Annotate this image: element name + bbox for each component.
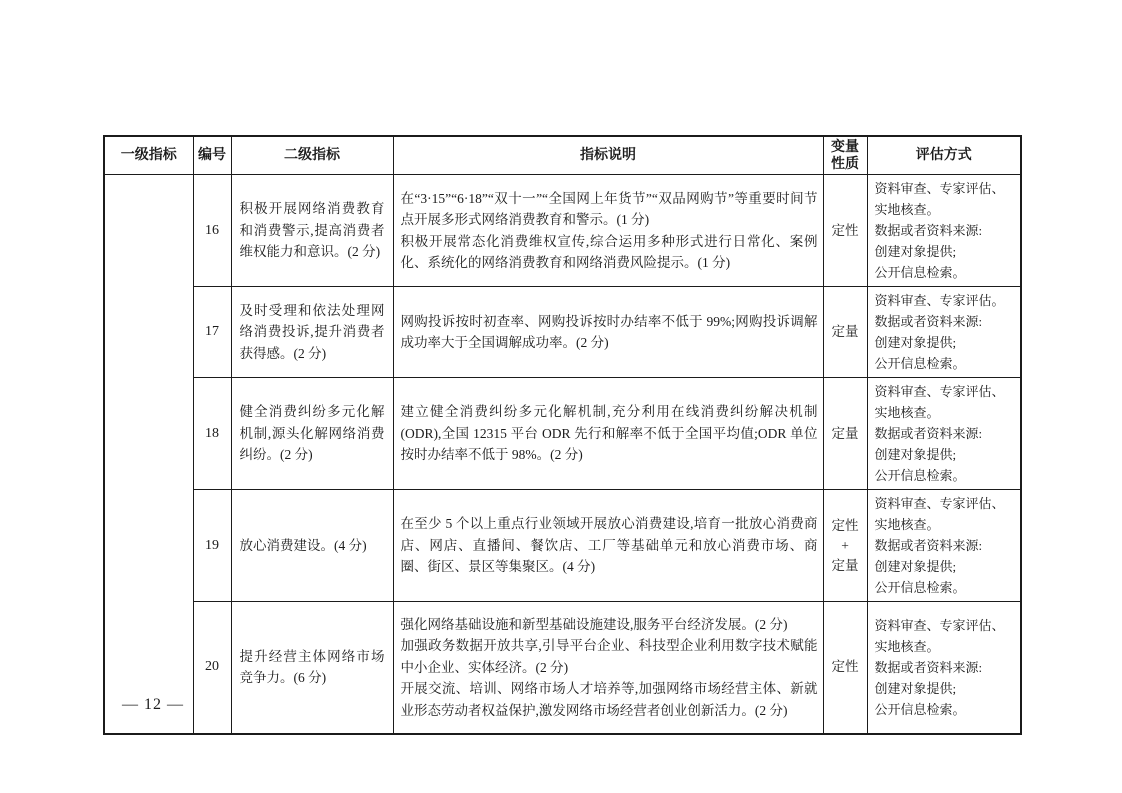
variable-nature-line: 定性 bbox=[831, 659, 859, 675]
description-paragraph: 网购投诉按时初查率、网购投诉按时办结率不低于 99%;网购投诉调解成功率大于全国调解成功率。(2 分) bbox=[400, 313, 818, 350]
column-header-primary-indicator: 一级指标 bbox=[104, 136, 193, 175]
evaluation-line: 资料审查、专家评估、实地核查。 bbox=[874, 384, 1005, 420]
variable-nature-cell bbox=[823, 378, 867, 490]
column-header-description: 指标说明 bbox=[393, 136, 823, 175]
page-number: — 12 — bbox=[122, 696, 184, 713]
row-number: 18 bbox=[193, 378, 231, 490]
column-header-secondary-indicator: 二级指标 bbox=[231, 136, 393, 175]
column-header-evaluation-method: 评估方式 bbox=[867, 136, 1021, 175]
description-paragraph: 强化网络基础设施和新型基础设施建设,服务平台经济发展。(2 分) bbox=[400, 616, 788, 632]
evaluation-line: 资料审查、专家评估、实地核查。 bbox=[874, 181, 1005, 217]
variable-nature-line: 定性 bbox=[831, 222, 859, 238]
table-row-19 bbox=[104, 490, 1021, 602]
evaluation-line: 公开信息检索。 bbox=[874, 701, 966, 717]
evaluation-line: 数据或者资料来源: bbox=[874, 223, 983, 238]
evaluation-line: 公开信息检索。 bbox=[874, 356, 966, 371]
indicator-description-cell bbox=[393, 378, 823, 490]
description-paragraph: 开展交流、培训、网络市场人才培养等,加强网络市场经营主体、新就业形态劳动者权益保护,激发网络市场经营者创业创新活力。(2 分) bbox=[400, 681, 818, 718]
variable-nature-cell bbox=[823, 287, 867, 378]
row-number: 17 bbox=[193, 287, 231, 378]
evaluation-line: 公开信息检索。 bbox=[874, 580, 966, 595]
evaluation-line: 资料审查、专家评估、 bbox=[874, 617, 1005, 633]
evaluation-line: 数据或者资料来源: bbox=[874, 426, 983, 441]
evaluation-line: 创建对象提供; bbox=[874, 244, 957, 259]
variable-nature-cell bbox=[823, 175, 867, 287]
indicator-description-cell bbox=[393, 287, 823, 378]
variable-nature-line: 定量 bbox=[831, 324, 859, 339]
table-row-18 bbox=[104, 378, 1021, 490]
evaluation-line: 数据或者资料来源: bbox=[874, 659, 983, 675]
indicator-description-cell bbox=[393, 175, 823, 287]
variable-nature-line: 定量 bbox=[831, 557, 859, 573]
evaluation-line: 实地核查。 bbox=[874, 517, 940, 532]
indicator-table bbox=[103, 135, 1022, 735]
evaluation-line: 公开信息检索。 bbox=[874, 265, 966, 280]
secondary-indicator-cell: 放心消费建设。(4 分) bbox=[231, 490, 393, 602]
evaluation-line: 实地核查。 bbox=[874, 638, 940, 654]
table-row-17 bbox=[104, 287, 1021, 378]
table-row-20 bbox=[104, 602, 1021, 734]
evaluation-method-cell bbox=[867, 378, 1021, 490]
row-number: 20 bbox=[193, 602, 231, 734]
evaluation-line: 资料审查、专家评估、 bbox=[874, 496, 1005, 511]
evaluation-method-cell bbox=[867, 490, 1021, 602]
evaluation-line: 创建对象提供; bbox=[874, 680, 957, 696]
evaluation-line: 创建对象提供; bbox=[874, 335, 957, 350]
description-paragraph: 在“3·15”“6·18”“双十一”“全国网上年货节”“双品网购节”等重要时间节点开展多形式网络消费教育和警示。(1 分) bbox=[400, 190, 818, 227]
evaluation-line: 资料审查、专家评估。 bbox=[874, 293, 1005, 308]
column-header-variable-nature-line2: 性质 bbox=[831, 156, 859, 172]
description-paragraph: 建立健全消费纠纷多元化解机制,充分利用在线消费纠纷解决机制(ODR),全国 12315 平台 ODR 先行和解率不低于全国平均值;ODR 单位按时办结率不低于 98%。(2 分) bbox=[400, 404, 818, 463]
row-number: 19 bbox=[193, 490, 231, 602]
header-row bbox=[104, 136, 1021, 175]
indicator-description-cell bbox=[393, 490, 823, 602]
evaluation-line: 数据或者资料来源: bbox=[874, 538, 983, 553]
variable-nature-line: 定性 bbox=[831, 517, 859, 533]
secondary-indicator-cell: 及时受理和依法处理网络消费投诉,提升消费者获得感。(2 分) bbox=[231, 287, 393, 378]
evaluation-line: 创建对象提供; bbox=[874, 447, 957, 462]
evaluation-line: 数据或者资料来源: bbox=[874, 314, 983, 329]
variable-nature-line: 定量 bbox=[831, 425, 859, 441]
indicator-description-cell bbox=[393, 602, 823, 734]
table-row-16 bbox=[104, 175, 1021, 287]
description-paragraph: 在至少 5 个以上重点行业领域开展放心消费建设,培育一批放心消费商店、网店、直播间、餐饮店、工厂等基础单元和放心消费市场、商圈、街区、景区等集聚区。(4 分) bbox=[400, 516, 818, 575]
evaluation-method-cell bbox=[867, 287, 1021, 378]
evaluation-method-cell bbox=[867, 602, 1021, 734]
secondary-indicator-cell: 提升经营主体网络市场竞争力。(6 分) bbox=[231, 602, 393, 734]
description-paragraph: 加强政务数据开放共享,引导平台企业、科技型企业利用数字技术赋能中小企业、实体经济。(2 分) bbox=[400, 638, 818, 675]
variable-nature-line: + bbox=[841, 537, 849, 553]
column-header-variable-nature bbox=[823, 136, 867, 175]
variable-nature-cell bbox=[823, 602, 867, 734]
secondary-indicator-cell: 健全消费纠纷多元化解机制,源头化解网络消费纠纷。(2 分) bbox=[231, 378, 393, 490]
description-paragraph: 积极开展常态化消费维权宣传,综合运用多种形式进行日常化、案例化、系统化的网络消费教育和网络消费风险提示。(1 分) bbox=[400, 233, 818, 270]
row-number: 16 bbox=[193, 175, 231, 287]
secondary-indicator-cell: 积极开展网络消费教育和消费警示,提高消费者维权能力和意识。(2 分) bbox=[231, 175, 393, 287]
evaluation-line: 创建对象提供; bbox=[874, 559, 957, 574]
evaluation-line: 公开信息检索。 bbox=[874, 468, 966, 483]
column-header-variable-nature-line1: 变量 bbox=[831, 139, 859, 155]
column-header-number: 编号 bbox=[193, 136, 231, 175]
primary-indicator-cell bbox=[104, 175, 193, 734]
variable-nature-cell bbox=[823, 490, 867, 602]
evaluation-method-cell bbox=[867, 175, 1021, 287]
